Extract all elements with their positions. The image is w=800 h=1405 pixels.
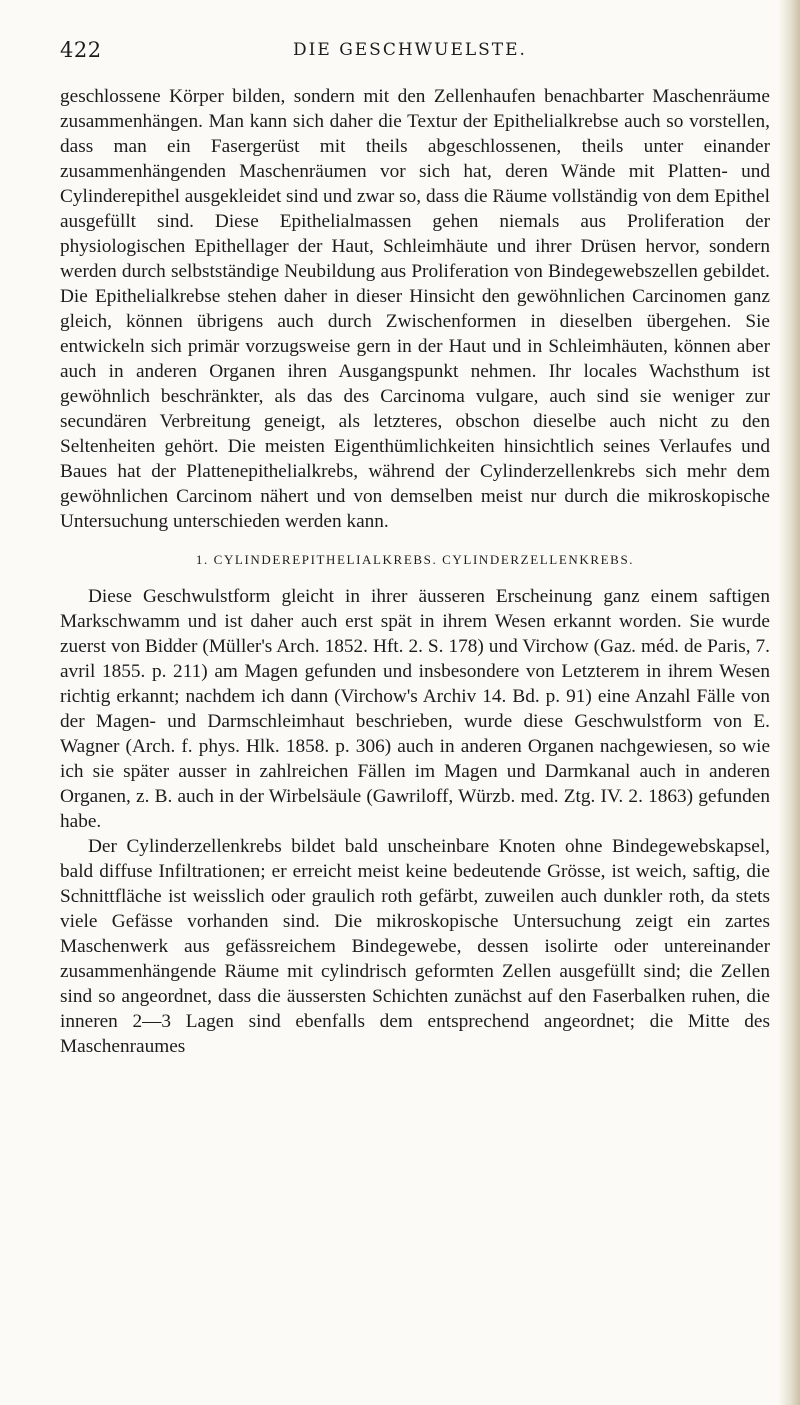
paragraph-continued: geschlossene Körper bilden, sondern mit den Zellenhaufen benachbarter Maschenräume zusammenhängen. Man kann sich daher die Textur der Epithelialkrebse auch so vorstellen, dass man ein Fasergerüst mit theils abgeschlossenen, theils unter einander zusammenhängenden Maschenräumen vor sich hat, deren Wände mit Platten- und Cylinderepithel ausgekleidet sind und zwar so, dass die Räume vollständig von dem Epithel ausgefüllt sind. Diese Epithelialmassen gehen niemals aus Proliferation der physiologischen Epithellager der Haut, Schleimhäute und ihrer Drüsen hervor, sondern werden durch selbstständige Neubildung aus Proliferation von Bindegewebszellen gebildet. Die Epithelialkrebse stehen daher in dieser Hinsicht den gewöhnlichen Carcinomen ganz gleich, können übrigens auch durch Zwischenformen in dieselben übergehen. Sie entwickeln sich primär vorzugsweise gern in der Haut und in Schleimhäuten, können aber auch in anderen Organen ihren Ausgangspunkt nehmen. Ihr locales Wachsthum ist gewöhnlich beschränkter, als das des Carcinoma vulgare, auch sind sie weniger zur secundären Verbreitung geneigt, als letzteres, obschon dieselbe auch nicht zu den Seltenheiten gehört. Die meisten Eigenthümlichkeiten hinsichtlich seines Verlaufes und Baues hat der Plattenepithelialkrebs, während der Cylinderzellenkrebs sich mehr dem gewöhnlichen Carcinom nähert und von demselben meist nur durch die mikroskopische Untersuchung unterschieden werden kann. (60, 86, 770, 532)
running-head: DIE GESCHWUELSTE. (293, 40, 527, 60)
body-text (60, 84, 770, 1059)
page-edge-shadow (778, 0, 800, 1405)
paragraph: Der Cylinderzellenkrebs bildet bald unscheinbare Knoten ohne Bindegewebskapsel, bald diffuse Infiltrationen; er erreicht meist keine bedeutende Grösse, ist weich, saftig, die Schnittfläche ist weisslich oder graulich roth gefärbt, zuweilen auch dunkler roth, da stets viele Gefässe vorhanden sind. Die mikroskopische Untersuchung zeigt ein zartes Maschenwerk aus gefässreichem Bindegewebe, dessen isolirte oder untereinander zusammenhängende Räume mit cylindrisch geformten Zellen ausgefüllt sind; die Zellen sind so angeordnet, dass die äussersten Schichten zunächst auf den Faserbalken ruhen, die inneren 2—3 Lagen sind ebenfalls dem entsprechend angeordnet; die Mitte des Maschenraumes (60, 836, 770, 1057)
page-number: 422 (60, 38, 102, 62)
paragraph: Diese Geschwulstform gleicht in ihrer äusseren Erscheinung ganz einem saftigen Markschwamm und ist daher auch erst spät in ihrem Wesen erkannt worden. Sie wurde zuerst von Bidder (Müller's Arch. 1852. Hft. 2. S. 178) und Virchow (Gaz. méd. de Paris, 7. avril 1855. p. 211) am Magen gefunden und insbesondere von Letzterem in ihrem Wesen richtig erkannt; nachdem ich dann (Virchow's Archiv 14. Bd. p. 91) eine Anzahl Fälle von der Magen- und Darmschleimhaut beschrieben, wurde diese Geschwulstform von E. Wagner (Arch. f. phys. Hlk. 1858. p. 306) auch in anderen Organen nachgewiesen, so wie ich sie später ausser in zahlreichen Fällen im Magen und Darmkanal auch in anderen Organen, z. B. auch in der Wirbelsäule (Gawriloff, Würzb. med. Ztg. IV. 2. 1863) gefunden habe. (60, 586, 770, 832)
section-heading: 1. CYLINDEREPITHELIALKREBS. CYLINDERZELLENKREBS. (195, 552, 635, 567)
page-header (60, 38, 760, 74)
